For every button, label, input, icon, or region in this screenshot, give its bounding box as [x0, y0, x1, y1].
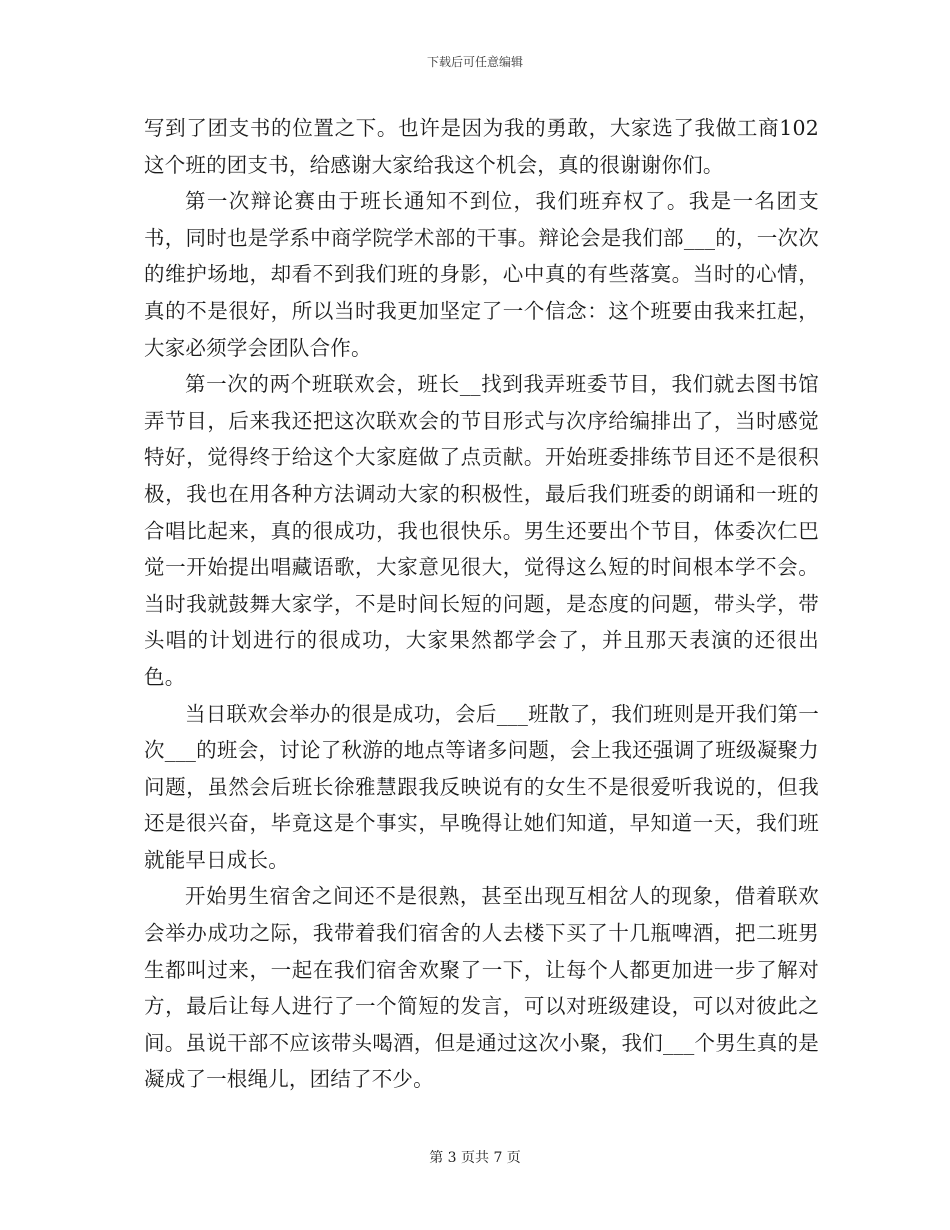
page-footer: 第 3 页共 7 页 — [429, 1150, 521, 1166]
paragraph-4: 当日联欢会举办的很是成功，会后___班散了，我们班则是开我们第一次___的班会，讨论了秋游的地点等诸多问题，会上我还强调了班级凝聚力问题，虽然会后班长徐雅慧跟我反映说有的女生不是很爱听我说的，但我还是很兴奋，毕竟这是个事实，早晚得让她们知道，早知道一天，我们班就能早日成长。 — [144, 701, 819, 872]
paragraph-2: 第一次辩论赛由于班长通知不到位，我们班弃权了。我是一名团支书，同时也是学系中商学院学术部的干事。辩论会是我们部___的，一次次的维护场地，却看不到我们班的身影，心中真的有些落寞。当时的心情，真的不是很好，所以当时我更加坚定了一个信念：这个班要由我来扛起，大家必须学会团队合作。 — [144, 189, 819, 360]
document-body — [144, 110, 819, 1098]
paragraph-3: 第一次的两个班联欢会，班长__找到我弄班委节目，我们就去图书馆弄节目，后来我还把这次联欢会的节目形式与次序给编排出了，当时感觉特好，觉得终于给这个大家庭做了点贡献。开始班委排练节目还不是很积极，我也在用各种方法调动大家的积极性，最后我们班委的朗诵和一班的合唱比起来，真的很成功，我也很快乐。男生还要出个节目，体委次仁巴觉一开始提出唱藏语歌，大家意见很大，觉得这么短的时间根本学不会。当时我就鼓舞大家学，不是时间长短的问题，是态度的问题，带头学，带头唱的计划进行的很成功，大家果然都学会了，并且那天表演的还很出色。 — [144, 372, 819, 689]
paragraph-1: 写到了团支书的位置之下。也许是因为我的勇敢，大家选了我做工商102这个班的团支书，给感谢大家给我这个机会，真的很谢谢你们。 — [144, 116, 819, 177]
paragraph-5: 开始男生宿舍之间还不是很熟，甚至出现互相岔人的现象，借着联欢会举办成功之际，我带着我们宿舍的人去楼下买了十几瓶啤酒，把二班男生都叫过来，一起在我们宿舍欢聚了一下，让每个人都更加进一步了解对方，最后让每人进行了一个简短的发言，可以对班级建设，可以对彼此之间。虽说干部不应该带头喝酒，但是通过这次小聚，我们___个男生真的是凝成了一根绳儿，团结了不少。 — [144, 884, 819, 1092]
page-header: 下载后可任意编辑 — [426, 55, 523, 69]
